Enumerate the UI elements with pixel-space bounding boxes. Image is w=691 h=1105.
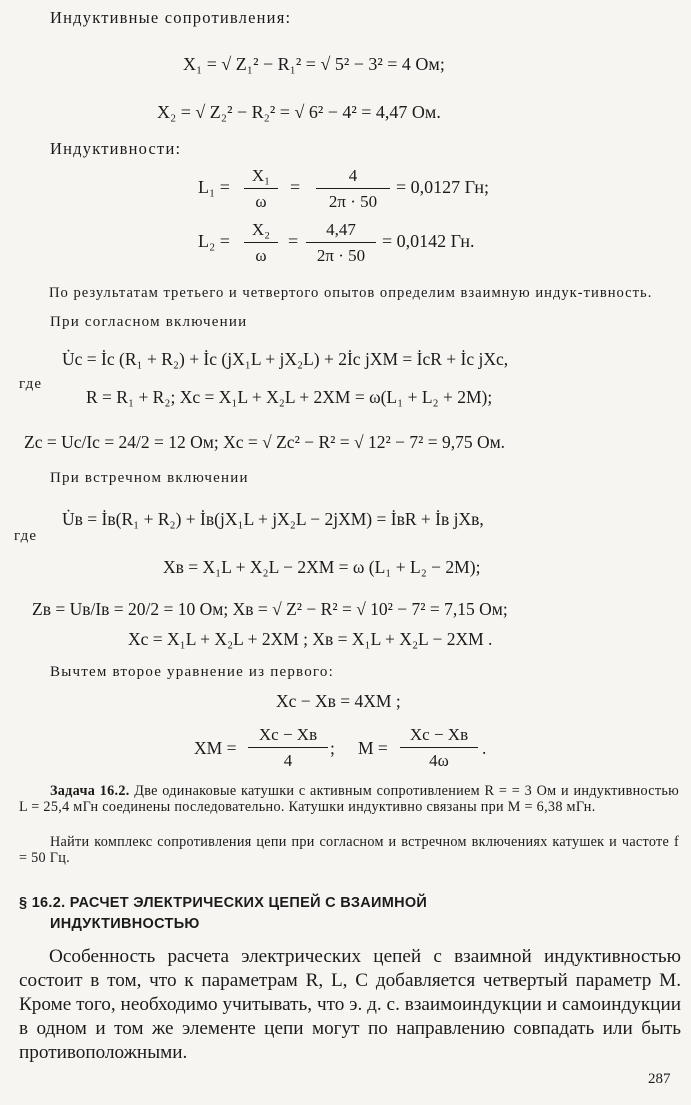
equation-xc-minus-xv: Xc − Xв = 4XM ; bbox=[276, 691, 401, 711]
fraction-bar bbox=[316, 188, 390, 189]
equation-uc: U̇c = İc (R₁ + R₂) + İc (jX₁L + jX₂L) + 2İc jXM = İcR + İc jXc, bbox=[62, 349, 509, 369]
fraction-m bbox=[400, 725, 478, 771]
text-series-opposing: При встречном включении bbox=[50, 470, 249, 486]
problem-label: Задача 16.2. bbox=[50, 783, 130, 799]
equation-x2: X₂ = √ Z₂² − R₂² = √ 6² − 4² = 4,47 Ом. bbox=[157, 102, 441, 122]
equation-l1-result: = 0,0127 Гн; bbox=[396, 177, 490, 197]
fraction-447-over-2pi50 bbox=[306, 220, 376, 266]
fraction-denominator: 4ω bbox=[429, 751, 449, 770]
equation-uv: U̇в = İв(R₁ + R₂) + İв(jX₁L + jX₂L − 2jXM) = İвR + İв jXв, bbox=[62, 509, 484, 529]
paragraph-mutual-inductance: По результатам третьего и четвертого опытов определим взаимную индук-тивность. bbox=[49, 285, 653, 301]
fraction-denominator: ω bbox=[255, 192, 267, 211]
fraction-bar bbox=[400, 747, 478, 748]
fraction-numerator: Xc − Xв bbox=[258, 725, 318, 744]
fraction-bar bbox=[244, 242, 278, 243]
fraction-numerator: 4 bbox=[348, 166, 358, 185]
problem-16-2 bbox=[19, 783, 679, 815]
fraction-x2-over-omega bbox=[244, 220, 278, 266]
equation-xv: Xв = X₁L + X₂L − 2XM = ω (L₁ + L₂ − 2M); bbox=[163, 557, 481, 577]
equation-l2-left: L₂ = bbox=[198, 231, 230, 251]
equation-zc-xc: Zc = Uc/Ic = 24/2 = 12 Ом; Xc = √ Zc² − R² = √ 12² − 7² = 9,75 Ом. bbox=[24, 432, 506, 452]
semicolon: ; bbox=[330, 738, 335, 758]
fraction-4-over-2pi50 bbox=[316, 166, 390, 212]
text-subtract-equations: Вычтем второе уравнение из первого: bbox=[50, 664, 334, 680]
fraction-denominator: 4 bbox=[283, 751, 293, 770]
problem-text: Две одинаковые катушки с активным сопротивлением R = = 3 Ом и индуктивностью L = 25,4 мГн соединены последовательно. Катушки индуктивно связаны при M = 6,38 мГн. bbox=[19, 783, 679, 815]
fraction-numerator: X₂ bbox=[251, 220, 271, 239]
text-where-2: где bbox=[14, 528, 38, 544]
equation-xc-xv-sum: Xc = X₁L + X₂L + 2XM ; Xв = X₁L + X₂L − 2XM . bbox=[128, 629, 493, 649]
equation-l2-result: = 0,0142 Гн. bbox=[382, 231, 475, 251]
equation-xm-left: XM = bbox=[194, 738, 237, 758]
equation-l1-left: L₁ = bbox=[198, 177, 230, 197]
equation-zv-xv: Zв = Uв/Iв = 20/2 = 10 Ом; Xв = √ Z² − R² = √ 10² − 7² = 7,15 Ом; bbox=[32, 599, 508, 619]
fraction-denominator: 2π · 50 bbox=[328, 192, 378, 211]
equation-m-left: M = bbox=[358, 738, 388, 758]
fraction-bar bbox=[306, 242, 376, 243]
page-number: 287 bbox=[648, 1071, 671, 1087]
equals-sign: = bbox=[290, 177, 301, 197]
fraction-numerator: 4,47 bbox=[326, 220, 356, 239]
fraction-denominator: 2π · 50 bbox=[316, 246, 366, 265]
text-series-aiding: При согласном включении bbox=[50, 314, 248, 330]
text-where-1: где bbox=[19, 376, 43, 392]
section-number: § 16.2. bbox=[19, 895, 66, 911]
section-heading bbox=[19, 893, 427, 914]
fraction-bar bbox=[248, 747, 328, 748]
section-title-line1: РАСЧЕТ ЭЛЕКТРИЧЕСКИХ ЦЕПЕЙ С ВЗАИМНОЙ bbox=[69, 895, 428, 911]
text-inductances: Индуктивности: bbox=[50, 139, 182, 158]
fraction-numerator: X₁ bbox=[251, 166, 271, 185]
section-heading-line2: ИНДУКТИВНОСТЬЮ bbox=[50, 916, 200, 932]
fraction-bar bbox=[244, 188, 278, 189]
fraction-denominator: ω bbox=[255, 246, 267, 265]
equation-r-and-xc: R = R₁ + R₂; Xc = X₁L + X₂L + 2XM = ω(L₁ + L₂ + 2M); bbox=[86, 387, 493, 407]
fraction-xm bbox=[248, 725, 328, 771]
period: . bbox=[482, 738, 487, 758]
text-inductive-resistances: Индуктивные сопротивления: bbox=[50, 8, 292, 27]
fraction-numerator: Xc − Xв bbox=[409, 725, 469, 744]
equation-x1: X₁ = √ Z₁² − R₁² = √ 5² − 3² = 4 Ом; bbox=[183, 54, 445, 74]
body-paragraph: Особенность расчета электрических цепей с взаимной индуктивностью состоит в том, что к параметрам R, L, C добавляется четвертый параметр M. Кроме того, необходимо учитывать, что э. д. с. взаимоиндукции и самоиндукции в одном и том же элементе цепи могут по направлению совпадать или быть противоположными. bbox=[19, 946, 681, 1063]
fraction-x1-over-omega bbox=[244, 166, 278, 212]
equals-sign: = bbox=[288, 231, 299, 251]
problem-16-2-task: Найти комплекс сопротивления цепи при согласном и встречном включениях катушек и частоте f = 50 Гц. bbox=[19, 834, 679, 866]
